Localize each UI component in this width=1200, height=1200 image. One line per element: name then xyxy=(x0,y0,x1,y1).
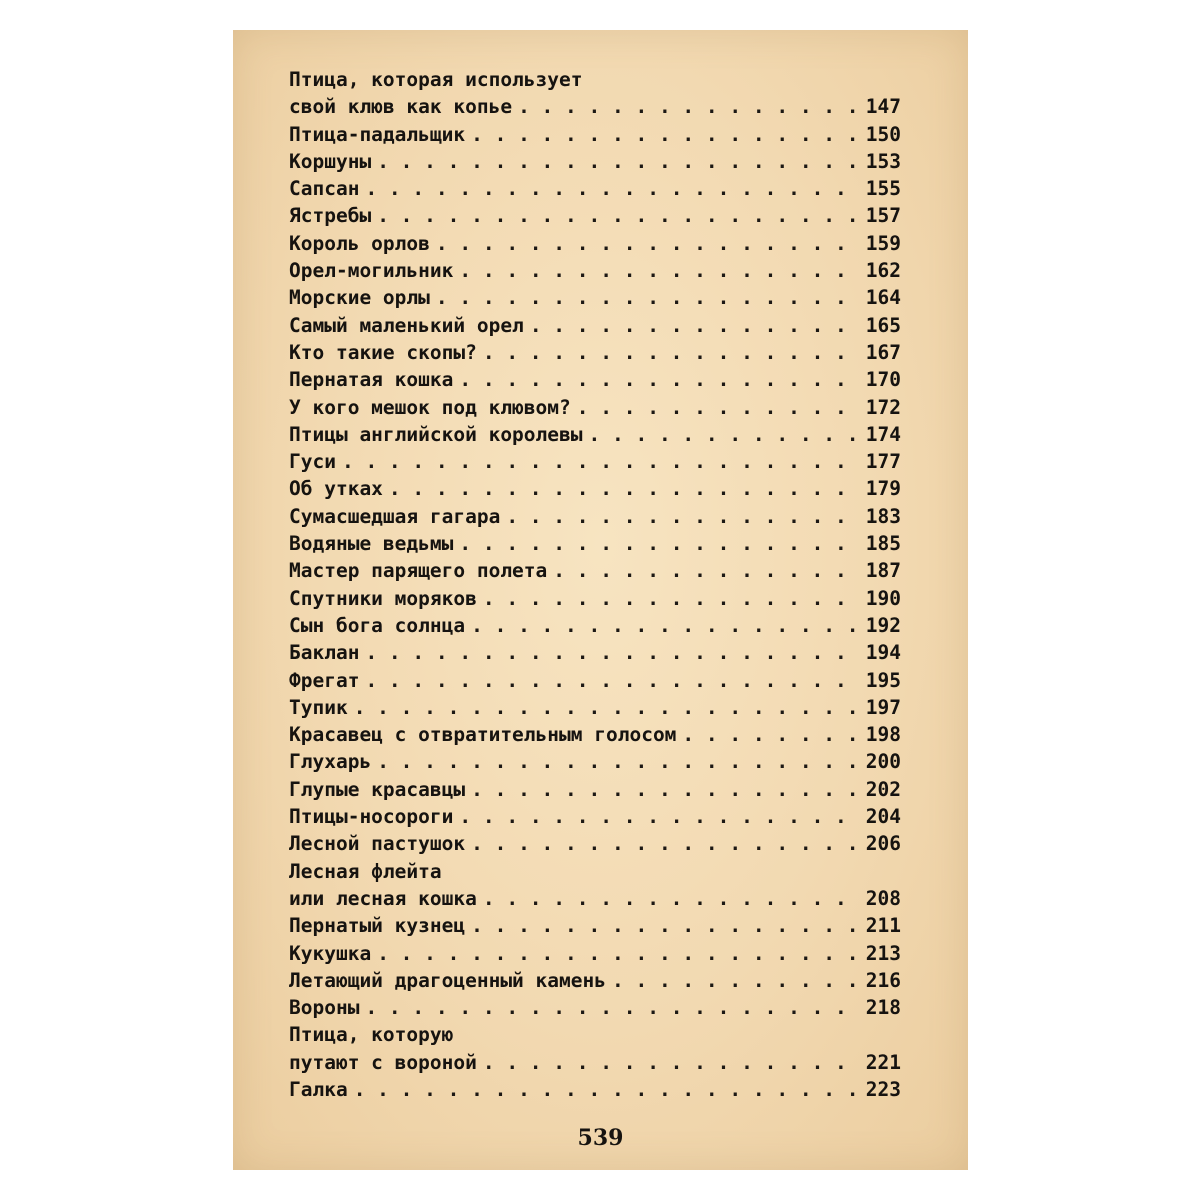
toc-entry xyxy=(289,667,901,694)
toc-entry-title: Морские орлы xyxy=(289,286,430,310)
toc-entry-title: Тупик xyxy=(289,695,348,719)
toc-entry-page: 165 xyxy=(865,313,901,337)
toc-entry-title: Вороны xyxy=(289,996,360,1020)
toc-entry-title: Сумасшедшая гагара xyxy=(289,504,501,528)
toc-entry-page: 216 xyxy=(865,968,901,992)
toc-entry-title: Орел-могильник xyxy=(289,259,454,283)
toc-entry-page: 150 xyxy=(865,122,901,146)
toc-entry-page: 172 xyxy=(865,395,901,419)
toc-entry xyxy=(289,748,901,775)
toc-entry-page: 204 xyxy=(865,805,901,829)
toc-entry xyxy=(289,1076,901,1103)
toc-entry xyxy=(289,312,901,339)
toc-entry-page: 221 xyxy=(865,1050,901,1074)
dot-leader xyxy=(465,912,860,939)
toc-entry-page: 218 xyxy=(865,996,901,1020)
book-page xyxy=(233,30,968,1170)
toc-entry-page: 179 xyxy=(865,477,901,501)
toc-entry-title: Летающий драгоценный камень xyxy=(289,968,606,992)
toc-entry xyxy=(289,175,901,202)
toc-entry xyxy=(289,394,901,421)
toc-entry-title: Ястребы xyxy=(289,204,372,228)
toc-entry-title: путают с вороной xyxy=(289,1050,477,1074)
toc-entry-title: Кукушка xyxy=(289,941,372,965)
dot-leader xyxy=(359,994,859,1021)
dot-leader xyxy=(477,585,860,612)
toc-entry-title: Пернатая кошка xyxy=(289,368,454,392)
dot-leader xyxy=(477,885,860,912)
dot-leader xyxy=(359,639,859,666)
toc-entry-title: У кого мешок под клювом? xyxy=(289,395,571,419)
dot-leader xyxy=(465,776,860,803)
toc-entry xyxy=(289,339,901,366)
dot-leader xyxy=(676,721,859,748)
toc-entry xyxy=(289,475,901,502)
toc-entry xyxy=(289,612,901,639)
toc-entry xyxy=(289,448,901,475)
dot-leader xyxy=(465,612,860,639)
toc-entry-page: 174 xyxy=(865,422,901,446)
toc-entry xyxy=(289,284,901,311)
toc-entry xyxy=(289,1049,901,1076)
toc-entry xyxy=(289,66,901,93)
toc-entry-title: Мастер парящего полета xyxy=(289,559,548,583)
toc-entry xyxy=(289,994,901,1021)
toc-entry xyxy=(289,940,901,967)
toc-entry-title: Птица, которую xyxy=(289,1023,454,1047)
dot-leader xyxy=(371,148,860,175)
dot-leader xyxy=(348,694,860,721)
toc-entry xyxy=(289,93,901,120)
toc-entry-page: 200 xyxy=(865,750,901,774)
toc-entry-page: 147 xyxy=(865,95,901,119)
dot-leader xyxy=(453,530,859,557)
toc-entry xyxy=(289,694,901,721)
toc-entry xyxy=(289,803,901,830)
toc-entry-title: Баклан xyxy=(289,641,360,665)
toc-entry-title: Глупые красавцы xyxy=(289,777,466,801)
toc-entry-page: 197 xyxy=(865,695,901,719)
toc-entry xyxy=(289,530,901,557)
toc-entry-title: Фрегат xyxy=(289,668,360,692)
toc-entry xyxy=(289,257,901,284)
toc-entry-title: Лесная флейта xyxy=(289,859,442,883)
toc-entry-page: 190 xyxy=(865,586,901,610)
toc-entry-page: 198 xyxy=(865,723,901,747)
toc-entry-page: 195 xyxy=(865,668,901,692)
dot-leader xyxy=(453,257,859,284)
dot-leader xyxy=(477,1049,860,1076)
toc-entry-page: 153 xyxy=(865,149,901,173)
toc-entry-title: Гуси xyxy=(289,450,336,474)
toc-entry-page: 164 xyxy=(865,286,901,310)
toc-entry-page: 170 xyxy=(865,368,901,392)
dot-leader xyxy=(359,667,859,694)
toc-entry-title: свой клюв как копье xyxy=(289,95,513,119)
dot-leader xyxy=(547,557,859,584)
toc-entry-title: Галка xyxy=(289,1077,348,1101)
dot-leader xyxy=(430,284,860,311)
toc-entry-page: 187 xyxy=(865,559,901,583)
dot-leader xyxy=(430,230,860,257)
toc-entry xyxy=(289,639,901,666)
toc-entry xyxy=(289,721,901,748)
dot-leader xyxy=(348,1076,860,1103)
toc-entry xyxy=(289,1021,901,1048)
dot-leader xyxy=(336,448,860,475)
toc-entry-title: Птицы-носороги xyxy=(289,805,454,829)
toc-entry-page: 157 xyxy=(865,204,901,228)
toc-entry xyxy=(289,503,901,530)
toc-entry-page: 177 xyxy=(865,450,901,474)
toc-entry-page: 183 xyxy=(865,504,901,528)
toc-entry-page: 162 xyxy=(865,259,901,283)
dot-leader xyxy=(465,830,860,857)
toc-entry xyxy=(289,912,901,939)
dot-leader xyxy=(477,339,860,366)
dot-leader xyxy=(371,940,860,967)
toc-entry-title: Птицы английской королевы xyxy=(289,422,583,446)
toc-entry-title: Самый маленький орел xyxy=(289,313,524,337)
table-of-contents xyxy=(289,66,901,1103)
toc-entry-title: Король орлов xyxy=(289,231,430,255)
toc-entry-page: 208 xyxy=(865,886,901,910)
toc-entry-page: 202 xyxy=(865,777,901,801)
toc-entry-title: Лесной пастушок xyxy=(289,832,466,856)
toc-entry-page: 213 xyxy=(865,941,901,965)
toc-entry-title: Глухарь xyxy=(289,750,372,774)
dot-leader xyxy=(571,394,860,421)
toc-entry-title: Коршуны xyxy=(289,149,372,173)
dot-leader xyxy=(359,175,859,202)
dot-leader xyxy=(583,421,860,448)
dot-leader xyxy=(500,503,859,530)
toc-entry-title: Сапсан xyxy=(289,177,360,201)
toc-entry-page: 206 xyxy=(865,832,901,856)
toc-entry-page: 167 xyxy=(865,340,901,364)
toc-entry-page: 194 xyxy=(865,641,901,665)
toc-entry-title: Спутники моряков xyxy=(289,586,477,610)
toc-entry-title: Кто такие скопы? xyxy=(289,340,477,364)
toc-entry-page: 192 xyxy=(865,613,901,637)
toc-entry-title: Пернатый кузнец xyxy=(289,914,466,938)
toc-entry-title: Об утках xyxy=(289,477,383,501)
toc-entry xyxy=(289,776,901,803)
toc-entry xyxy=(289,858,901,885)
dot-leader xyxy=(453,366,859,393)
toc-entry-title: или лесная кошка xyxy=(289,886,477,910)
toc-entry-page: 185 xyxy=(865,532,901,556)
dot-leader xyxy=(606,967,860,994)
toc-entry xyxy=(289,885,901,912)
toc-entry-page: 155 xyxy=(865,177,901,201)
dot-leader xyxy=(453,803,859,830)
toc-entry-page: 211 xyxy=(865,914,901,938)
toc-entry xyxy=(289,121,901,148)
toc-entry-page: 223 xyxy=(865,1077,901,1101)
toc-entry-page: 159 xyxy=(865,231,901,255)
toc-entry xyxy=(289,148,901,175)
dot-leader xyxy=(371,202,860,229)
dot-leader xyxy=(383,475,860,502)
page-number: 539 xyxy=(577,1125,624,1151)
toc-entry xyxy=(289,967,901,994)
dot-leader xyxy=(512,93,860,120)
toc-entry-title: Водяные ведьмы xyxy=(289,532,454,556)
toc-entry xyxy=(289,421,901,448)
toc-entry xyxy=(289,202,901,229)
toc-entry-title: Красавец с отвратительным голосом xyxy=(289,723,677,747)
toc-entry xyxy=(289,366,901,393)
dot-leader xyxy=(524,312,860,339)
toc-entry xyxy=(289,830,901,857)
toc-entry xyxy=(289,585,901,612)
toc-entry xyxy=(289,230,901,257)
toc-entry xyxy=(289,557,901,584)
dot-leader xyxy=(371,748,860,775)
toc-entry-title: Птица-падальщик xyxy=(289,122,466,146)
dot-leader xyxy=(465,121,860,148)
toc-entry-title: Птица, которая использует xyxy=(289,68,583,91)
toc-entry-title: Сын бога солнца xyxy=(289,613,466,637)
